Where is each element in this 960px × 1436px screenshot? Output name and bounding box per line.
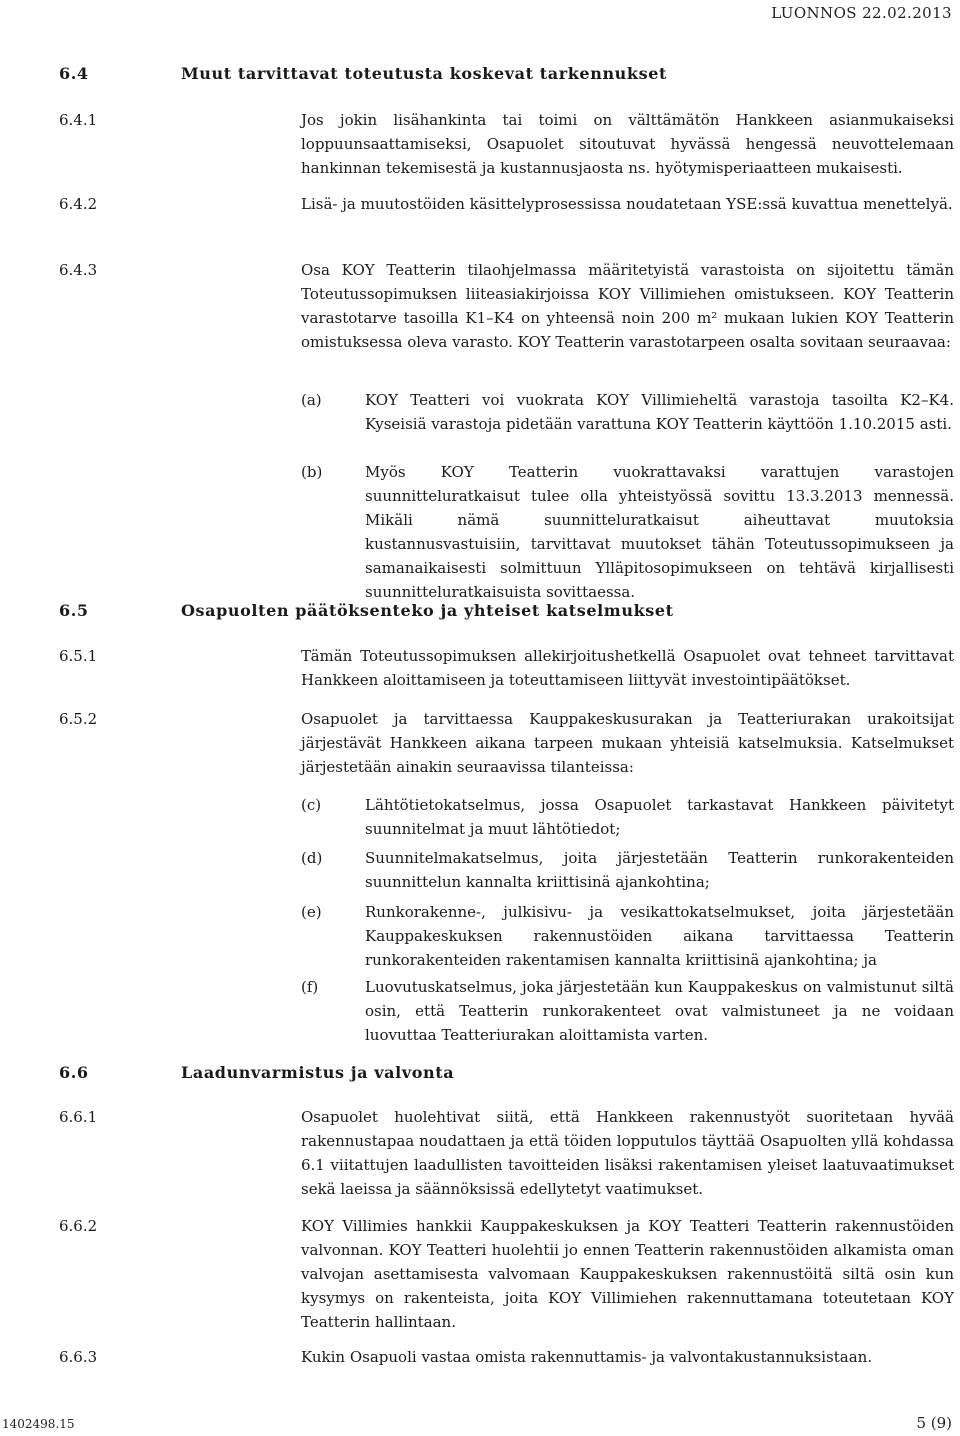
list-item-label: (a)	[301, 391, 322, 409]
section-title: Osapuolten päätöksenteko ja yhteiset katselmukset	[181, 601, 674, 620]
document-id: 1402498.15	[2, 1417, 75, 1431]
clause-number: 6.6.1	[59, 1108, 98, 1126]
clause-6-6-3	[59, 1345, 954, 1369]
list-item-label: (f)	[301, 978, 319, 996]
draft-label: LUONNOS 22.02.2013	[771, 4, 952, 22]
list-item-d	[301, 846, 954, 894]
section-title: Muut tarvittavat toteutusta koskevat tarkennukset	[181, 64, 667, 83]
clause-number: 6.6.3	[59, 1348, 98, 1366]
list-item-label: (d)	[301, 849, 323, 867]
clause-text: Lisä- ja muutostöiden käsittelyprosessissa noudatetaan YSE:ssä kuvattua menettelyä.	[301, 195, 953, 213]
list-item-text: Luovutuskatselmus, joka järjestetään kun Kauppakeskus on valmistunut siltä osin, että Teatterin runkorakenteet ovat valmistuneet ja ne voidaan luovuttaa Teatteriurakan aloittamista varten.	[365, 978, 954, 1044]
clause-number: 6.4.3	[59, 261, 98, 279]
clause-6-6-1	[59, 1105, 954, 1201]
clause-text: Osapuolet huolehtivat siitä, että Hankkeen rakennustyöt suoritetaan hyvää rakennustapaa noudattaen ja että töiden lopputulos täyttää Osapuolten yllä kohdassa 6.1 viitattujen laadullisten tavoitteiden lisäksi rakentamisen yleiset laatuvaatimukset sekä laeissa ja säännöksissä edellytetyt vaatimukset.	[301, 1108, 954, 1198]
clause-6-6-2	[59, 1214, 954, 1334]
list-item-label: (c)	[301, 796, 322, 814]
list-item-text: KOY Teatteri voi vuokrata KOY Villimieheltä varastoja tasoilta K2–K4. Kyseisiä varastoja pidetään varattuna KOY Teatterin käyttöön 1.10.2015 asti.	[365, 391, 954, 433]
list-item-text: Lähtötietokatselmus, jossa Osapuolet tarkastavat Hankkeen päivitetyt suunnitelmat ja muut lähtötiedot;	[365, 796, 954, 838]
section-number: 6.6	[59, 1063, 89, 1082]
list-item-f	[301, 975, 954, 1047]
list-item-a	[301, 388, 954, 436]
clause-text: Kukin Osapuoli vastaa omista rakennuttamis- ja valvontakustannuksistaan.	[301, 1348, 873, 1366]
list-item-b	[301, 460, 954, 604]
list-item-e	[301, 900, 954, 972]
list-item-text: Runkorakenne-, julkisivu- ja vesikattokatselmukset, joita järjestetään Kauppakeskuksen rakennustöiden aikana tarvittaessa Teatterin runkorakenteiden rakentamisen kannalta kriittisinä ajankohtina; ja	[365, 903, 954, 969]
list-item-text: Suunnitelmakatselmus, joita järjestetään Teatterin runkorakenteiden suunnittelun kannalta kriittisinä ajankohtina;	[365, 849, 954, 891]
clause-number: 6.4.1	[59, 111, 98, 129]
list-item-label: (b)	[301, 463, 323, 481]
section-number: 6.5	[59, 601, 89, 620]
page-number: 5 (9)	[916, 1414, 952, 1432]
clause-6-4-2	[59, 192, 954, 216]
clause-6-4-3	[59, 258, 954, 354]
clause-6-5-1	[59, 644, 954, 692]
clause-text: Osapuolet ja tarvittaessa Kauppakeskusurakan ja Teatteriurakan urakoitsijat järjestävät Hankkeen aikana tarpeen mukaan yhteisiä katselmuksia. Katselmukset järjestetään ainakin seuraavissa tilanteissa:	[301, 710, 954, 776]
section-title: Laadunvarmistus ja valvonta	[181, 1063, 455, 1082]
clause-text: Osa KOY Teatterin tilaohjelmassa määritetyistä varastoista on sijoitettu tämän Toteutussopimuksen liiteasiakirjoissa KOY Villimiehen omistukseen. KOY Teatterin varastotarve tasoilla K1–K4 on yhteensä noin 200 m² mukaan lukien KOY Teatterin omistuksessa oleva varasto. KOY Teatterin varastotarpeen osalta sovitaan seuraavaa:	[301, 261, 954, 351]
section-number: 6.4	[59, 64, 89, 83]
clause-number: 6.5.1	[59, 647, 98, 665]
clause-6-4-1	[59, 108, 954, 180]
clause-6-5-2	[59, 707, 954, 779]
clause-text: KOY Villimies hankkii Kauppakeskuksen ja KOY Teatteri Teatterin rakennustöiden valvonnan. KOY Teatteri huolehtii jo ennen Teatterin rakennustöiden alkamista oman valvojan asettamisesta valvomaan Kauppakeskuksen rakennustöitä siltä osin kun kysymys on rakenteista, joita KOY Villimiehen rakennuttamana toteutetaan KOY Teatterin hallintaan.	[301, 1217, 954, 1331]
clause-text: Jos jokin lisähankinta tai toimi on välttämätön Hankkeen asianmukaiseksi loppuunsaattamiseksi, Osapuolet sitoutuvat hyvässä hengessä neuvottelemaan hankinnan tekemisestä ja kustannusjaosta ns. hyötymisperiaatteen mukaisesti.	[301, 111, 954, 177]
clause-text: Tämän Toteutussopimuksen allekirjoitushetkellä Osapuolet ovat tehneet tarvittavat Hankkeen aloittamiseen ja toteuttamiseen liittyvät investointipäätökset.	[301, 647, 954, 689]
clause-number: 6.4.2	[59, 195, 98, 213]
clause-number: 6.5.2	[59, 710, 98, 728]
list-item-label: (e)	[301, 903, 322, 921]
clause-number: 6.6.2	[59, 1217, 98, 1235]
list-item-c	[301, 793, 954, 841]
list-item-text: Myös KOY Teatterin vuokrattavaksi varattujen varastojen suunnitteluratkaisut tulee olla yhteistyössä sovittu 13.3.2013 mennessä. Mikäli nämä suunnitteluratkaisut aiheuttavat muutoksia kustannusvastuisiin, tarvittavat muutokset tähän Toteutussopimukseen ja samanaikaisesti solmittuun Ylläpitosopimukseen on tehtävä kirjallisesti suunnitteluratkaisuista sovittaessa.	[365, 463, 954, 601]
